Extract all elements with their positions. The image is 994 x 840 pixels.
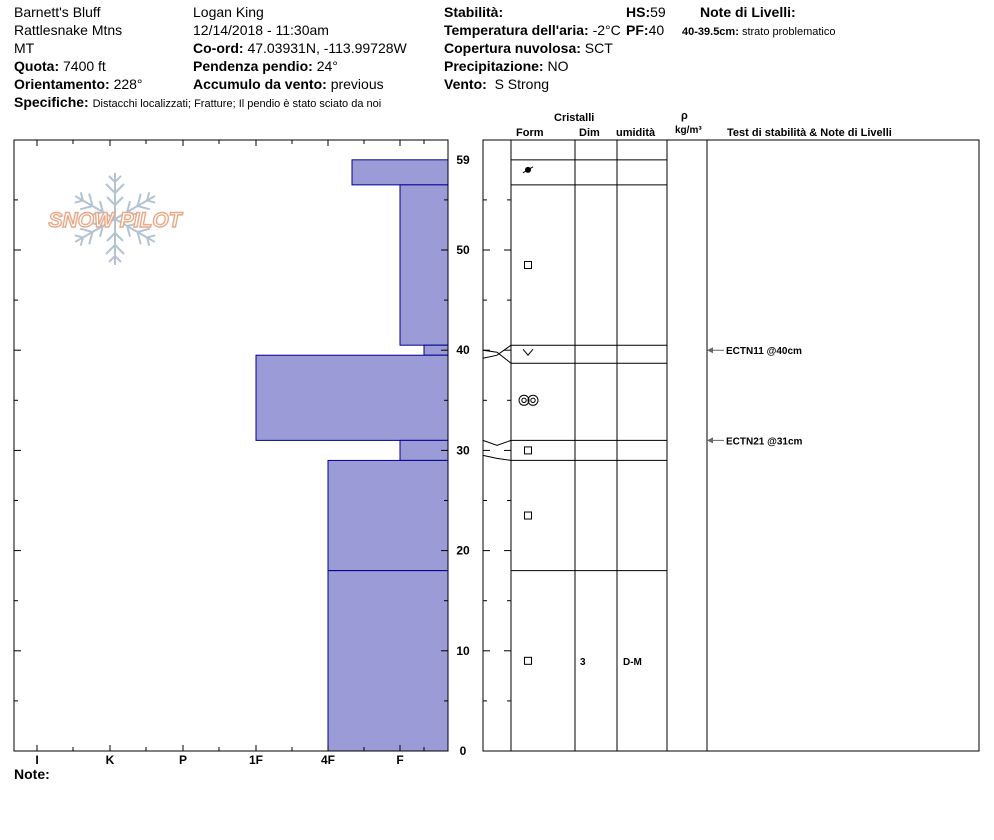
- observer: Logan King: [193, 4, 264, 20]
- test-pointer-arrow: [707, 347, 713, 353]
- layer-note: 40-39.5cm: strato problematico: [682, 26, 836, 38]
- y-tick-label: 59: [456, 152, 470, 167]
- foot-penetration: PF:40: [626, 22, 665, 38]
- date-time: 12/14/2018 - 11:30am: [193, 22, 329, 38]
- hardness-bar: [352, 160, 448, 185]
- layer-connector: [483, 350, 511, 363]
- surface-hoar-icon: [523, 349, 533, 355]
- density-symbol: ρ: [681, 110, 688, 122]
- x-tick-label: 4F: [320, 753, 336, 767]
- density-unit: kg/m³: [675, 125, 702, 136]
- crystal-size: 3: [580, 656, 586, 668]
- x-tick-label: F: [396, 753, 404, 767]
- tests-header: Test di stabilità & Note di Livelli: [727, 127, 892, 139]
- elevation: Quota: 7400 ft: [14, 58, 106, 74]
- x-tick-label: K: [105, 753, 115, 767]
- y-tick-label: 10: [456, 643, 470, 658]
- y-tick-label: 0: [459, 744, 467, 758]
- state: MT: [14, 40, 35, 56]
- rounded-crystal-icon: [531, 398, 535, 402]
- stability-test-label: ECTN21 @31cm: [726, 436, 803, 448]
- wind: Vento: S Strong: [444, 76, 550, 92]
- test-pointer-arrow: [707, 437, 713, 443]
- faceted-crystal-icon: [525, 447, 532, 454]
- hardness-bar: [256, 355, 448, 440]
- size-header: Dim: [579, 127, 600, 139]
- faceted-crystal-icon: [525, 657, 532, 664]
- location-name: Barnett's Bluff: [14, 4, 101, 20]
- profile-table: [483, 140, 979, 751]
- snow-pilot-logo: [49, 173, 184, 265]
- moisture-header: umidità: [616, 127, 656, 139]
- form-header: Form: [516, 127, 544, 139]
- y-tick-label: 50: [456, 243, 470, 257]
- hardness-bar: [328, 571, 448, 751]
- hardness-bar: [328, 460, 448, 570]
- crystals-header: Cristalli: [554, 112, 595, 124]
- y-tick-label: 30: [456, 443, 470, 458]
- crystal-moisture: D-M: [623, 656, 642, 668]
- stability-test-label: ECTN11 @40cm: [726, 346, 802, 358]
- x-tick-label: 1F: [248, 753, 264, 767]
- notes-label: Note:: [14, 766, 50, 782]
- x-tick-label: I: [35, 753, 39, 767]
- layer-connector: [483, 455, 511, 460]
- precipitation: Precipitazione: NO: [444, 58, 569, 74]
- layer-notes-label: Note di Livelli:: [700, 4, 796, 20]
- stability-label: Stabilità:: [444, 4, 504, 20]
- layer-connector: [483, 440, 511, 445]
- hardness-bar: [400, 185, 448, 345]
- x-tick-label: P: [178, 753, 188, 767]
- faceted-crystal-icon: [525, 512, 532, 519]
- snow-height: HS:59: [626, 4, 666, 20]
- coordinates: Co-ord: 47.03931N, -113.99728W: [193, 40, 407, 56]
- specifics: Specifiche: Distacchi localizzati; Fratture; Il pendio è stato sciato da noi: [14, 94, 382, 110]
- mountain-range: Rattlesnake Mtns: [14, 22, 123, 38]
- logo-text: SNOW PILOT: [48, 209, 182, 232]
- rounded-crystal-icon: [522, 398, 526, 402]
- aspect: Orientamento: 228°: [14, 76, 143, 92]
- wind-loading: Accumulo da vento: previous: [193, 76, 384, 92]
- slope-angle: Pendenza pendio: 24°: [193, 58, 338, 74]
- y-tick-label: 40: [456, 343, 470, 358]
- cloud-cover: Copertura nuvolosa: SCT: [444, 40, 613, 56]
- air-temperature: Temperatura dell'aria: -2°C: [444, 22, 621, 38]
- hardness-bar: [400, 440, 448, 460]
- y-tick-label: 20: [456, 543, 470, 558]
- faceted-crystal-icon: [525, 262, 532, 269]
